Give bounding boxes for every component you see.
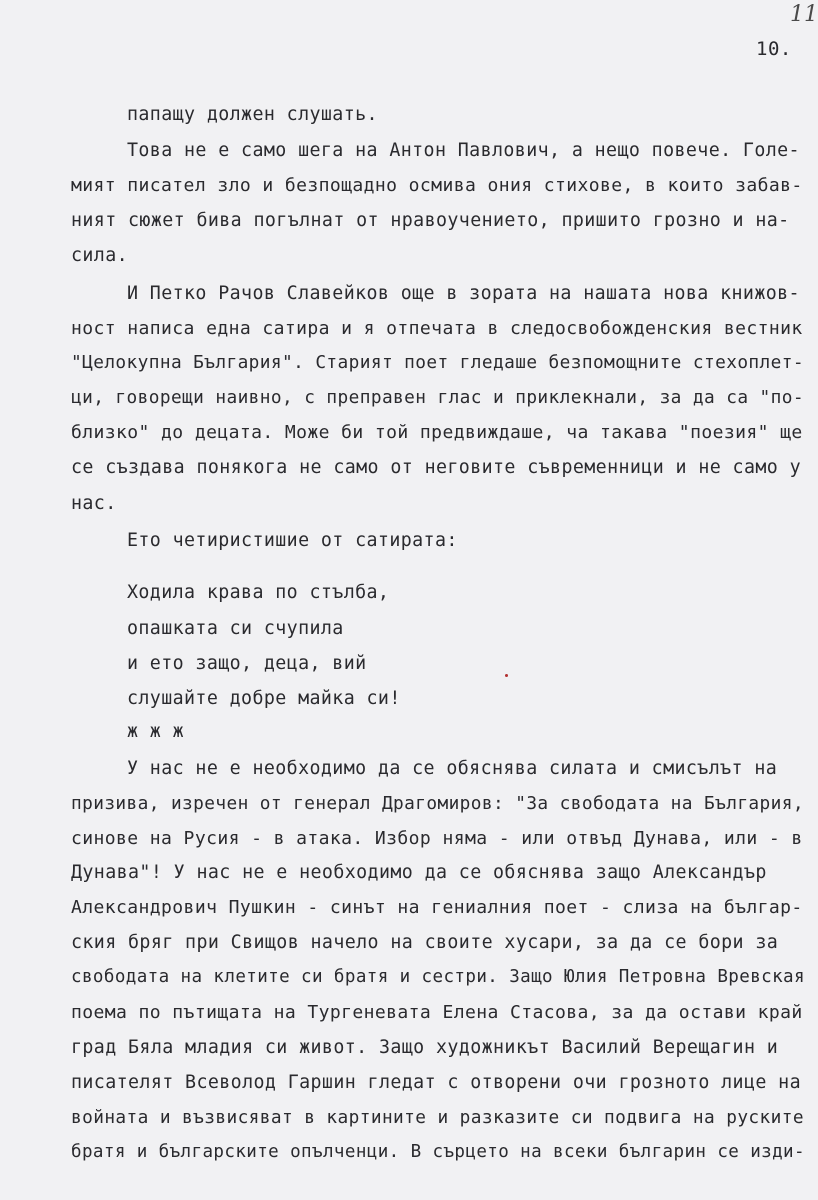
text-line: ният сюжет бива погълнат от нравоучението, пришито грозно и на- bbox=[71, 210, 790, 231]
text-line: мият писател зло и безпощадно осмива ония стихове, в които забав- bbox=[71, 175, 803, 196]
poem-line: опашката си счупила bbox=[127, 618, 344, 639]
text-line: Александрович Пушкин - синът на гениалния поет - слиза на българ- bbox=[71, 897, 803, 918]
text-line: "Целокупна България". Старият поет гледаше безпомощните стехоплет- bbox=[71, 352, 804, 373]
poem-line: слушайте добре майка си! bbox=[127, 688, 401, 709]
text-line: братя и българските опълченци. В сърцето на всеки българин се изди- bbox=[71, 1142, 805, 1162]
text-line: У нас не е необходимо да се обяснява силата и смисълът на bbox=[127, 758, 778, 779]
text-line: призива, изречен от генерал Драгомиров: "За свободата на България, bbox=[71, 793, 804, 814]
text-line: ския бряг при Свищов начело на своите хусари, за да се бори за bbox=[71, 932, 779, 953]
text-line: град Бяла младия си живот. Защо художникът Василий Верещагин и bbox=[71, 1037, 779, 1058]
text-line: се създава понякога не само от неговите съвременници и не само у bbox=[71, 457, 801, 478]
poem-line: и ето защо, деца, вий bbox=[127, 653, 367, 674]
text-line: свободата на клетите си братя и сестри. Защо Юлия Петровна Вревская bbox=[71, 967, 805, 987]
page-number: 10. bbox=[756, 38, 792, 60]
text-line: войната и възвисяват в картините и разказите си подвига на руските bbox=[71, 1107, 804, 1128]
text-line: сила. bbox=[71, 245, 129, 266]
text-line: Това не е само шега на Антон Павлович, а нещо повече. Голе- bbox=[127, 140, 800, 161]
text-line: синове на Русия - в атака. Избор няма - или отвъд Дунава, или - в bbox=[71, 828, 803, 849]
text-line: Ето четиристишие от сатирата: bbox=[127, 530, 458, 551]
text-line: И Петко Рачов Славейков още в зората на нашата нова книжов- bbox=[127, 283, 800, 304]
text-line: близко" до децата. Може би той предвиждаше, ча такава "поезия" ще bbox=[71, 422, 803, 443]
section-separator: ж ж ж bbox=[127, 721, 185, 742]
poem-line: Ходила крава по стълба, bbox=[127, 582, 390, 603]
text-line: писателят Всеволод Гаршин гледат с отворени очи грозното лице на bbox=[71, 1072, 801, 1093]
text-line: поема по пътищата на Тургеневата Елена Стасова, за да остави край bbox=[71, 1002, 803, 1023]
text-line: Дунава"! У нас не е необходимо да се обяснява защо Александър bbox=[71, 862, 767, 883]
handwritten-page-mark: 11 bbox=[790, 2, 818, 27]
text-line: нас. bbox=[71, 493, 117, 514]
text-line: ци, говорещи наивно, с преправен глас и приклекнали, за да са "по- bbox=[71, 387, 804, 408]
text-line: ност написа една сатира и я отпечата в следосвобожденския вестник bbox=[71, 318, 803, 339]
text-line: папащу должен слушать. bbox=[127, 104, 378, 125]
ink-mark bbox=[505, 674, 508, 677]
